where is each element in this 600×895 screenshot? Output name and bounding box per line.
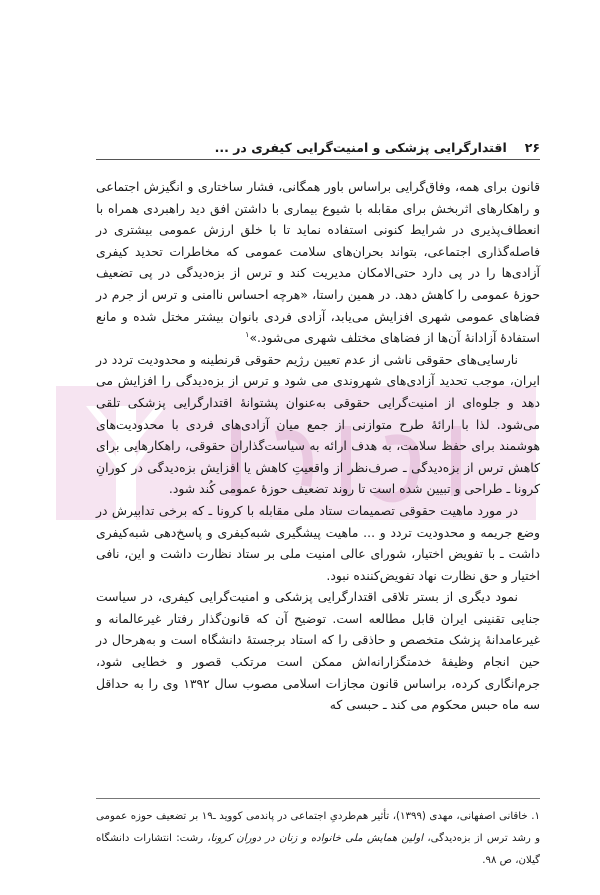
running-head-title: اقتدارگرایی پزشکی و امنیت‌گرایی کیفری در ... xyxy=(214,139,507,155)
paragraph: نارسایی‌های حقوقی ناشی از عدم تعیین رژیم حقوقی قرنطینه و محدودیت تردد در ایران، موجب تحدید آزادی‌های شهروندی می شود و ترس از بزه‌دیدگی را افزایش می دهد و جلوه‌ای از امنیت‌گرایی حقوقی به‌عنوان پشتوانهٔ اقتدارگرایی پزشکی تلقی می‌شود. لذا با ارائهٔ طرح متوازنی از جمع میان آزادی‌های فردی با محدودیت‌های هوشمند برای حفظ سلامت، به هدف ارائه به سیاست‌گذاران حقوقی، راهکارهایی برای کاهش ترس از بزه‌دیدگی ـ صرف‌نظر از واقعیتِ کاهش یا افزایش بزه‌دیدگی در کورانِ کرونا ـ طراحی و تبیین شده است تا روند تضعیف حوزهٔ عمومی کُند شود. xyxy=(96,351,540,497)
page-number: ۲۶ xyxy=(524,139,540,155)
footnotes xyxy=(96,806,540,872)
footnote-divider xyxy=(96,798,540,799)
paragraph: در مورد ماهیت حقوقی تصمیمات ستاد ملی مقابله با کرونا ـ که برخی تدابیرش در وضع جریمه و محدودیت تردد و ... ماهیت پیشگیری شبه‌کیفری و پاسخ‌دهی شبه‌کیفری داشت ـ با تفویض اختیار، شورای عالی امنیت ملی بر ستاد نظارت داشت و این، نافی اختیار و حق نظارت نهاد تفویض‌کننده نبود. xyxy=(96,502,540,583)
footnote-ref[interactable]: ۱ xyxy=(245,330,250,340)
running-head xyxy=(96,136,540,158)
footnote-source-title: اولین همایش ملی خانواده و زنان در دوران کرونا xyxy=(210,833,424,844)
footnote-number: ۱. xyxy=(531,811,540,822)
body-text xyxy=(96,176,540,716)
paragraph: قانون برای همه، وفاق‌گرایی براساس باور همگانی، فشار ساختاری و انگیزش اجتماعی و راهکارهای اثربخش برای مقابله با شیوع بیماری با داشتن افق دید راهبردی همراه با انعطاف‌پذیری در شرایط کنونی استفاده نماید تا با خلق ارزش عمومی بیشتری در فاصله‌گذاری اجتماعی، بتواند بحران‌های سلامت عمومی که مخاطرات تحدید کیفری آزادی‌ها را در پی دارد حتی‌الامکان مدیریت کند و ترس از بزه‌دیدگی در پی تضعیف حوزهٔ عمومی را کاهش دهد. در همین راستا، «هرچه احساس ناامنی و ترس از جرم در فضاهای عمومی شهری افزایش می‌یابد، آزادی فردی بانوان بیشتر مختل شده و مانع استفادهٔ آزادانهٔ آن‌ها از فضاهای مختلف شهری می‌شود.»$^۱$ xyxy=(96,179,540,346)
footnote: ۱. خاقانی اصفهانی، مهدی (۱۳۹۹)، تأثیر هم‌طردیِ اجتماعی در پاندمی کووید ـ۱۹ بر تضعیف حوزه عمومی و رشد ترس از بزه‌دیدگی، اولین همایش ملی خانواده و زنان در دوران کرونا، رشت: انتشارات دانشگاه گیلان، ص ۹۸. xyxy=(96,811,541,866)
paragraph: نمود دیگری از بستر تلاقی اقتدارگرایی پزشکی و امنیت‌گرایی کیفری، در سیاست جنایی تقنینی ایران قابل مطالعه است. توضیح آن که قانون‌گذار رفتار غیرعالمانه و غیرعامدانهٔ پزشک متخصص و حاذقی را که استاد برجستهٔ دانشگاه است و به‌هرحال در حین انجام وظیفهٔ خدمتگزارانه‌اش ممکن است مرتکب قصور و خطایی شود، جرم‌انگاری کرده، براساس قانون مجازات اسلامی مصوب سال ۱۳۹۲ وی را به حداقل سه ماه حبس محکوم می کند ـ حبسی که xyxy=(96,589,540,713)
header-divider xyxy=(96,159,540,160)
